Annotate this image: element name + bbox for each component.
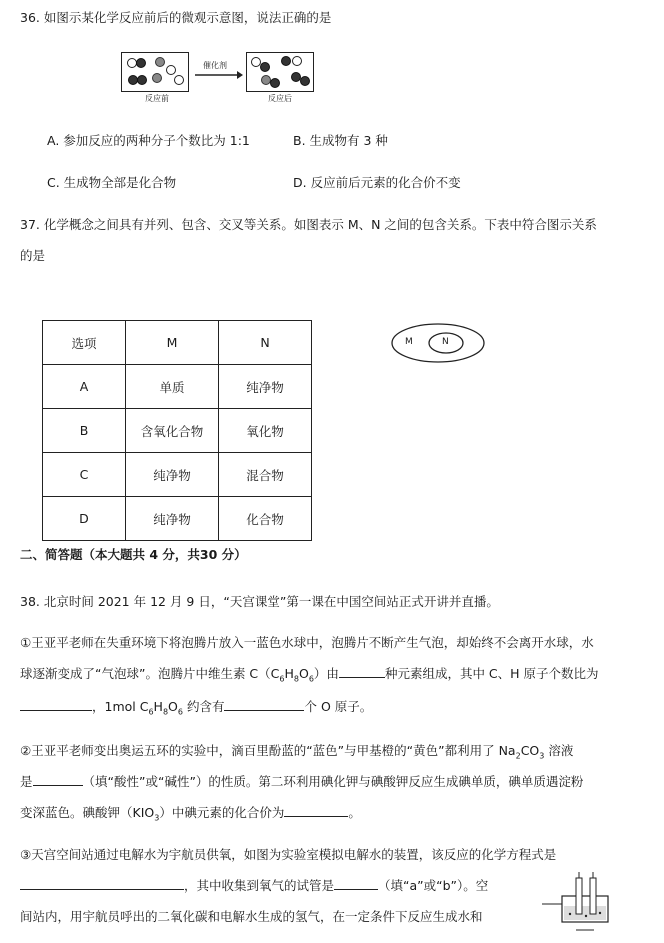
white-atom-icon [166,65,176,75]
text-run: 个 O 原子。 [304,699,373,714]
text-run: H [284,666,294,681]
table-row [43,365,312,409]
diagram-label-n: N [442,337,449,347]
gray-atom-icon [155,57,165,67]
table-cell: 氧化物 [219,409,312,453]
q38-p2-line3 [20,803,361,823]
q38-p2-line2 [20,772,583,790]
subscript: 6 [279,674,285,684]
answer-blank[interactable] [334,877,378,890]
q38-stem: 38. 北京时间 2021 年 12 月 9 日，“天宫课堂”第一课在中国空间站正式开讲并直播。 [20,594,499,609]
table-cell: 含氧化合物 [126,409,219,453]
white-atom-icon [292,56,302,66]
q36-option-a: A. 参加反应的两种分子个数比为 1:1 [47,133,250,148]
q36-option-b: B. 生成物有 3 种 [293,133,388,148]
text-run: ）由 [313,666,339,681]
table-row [43,409,312,453]
before-box [121,52,189,92]
electrolysis-apparatus-icon [540,870,620,938]
answer-blank[interactable] [339,665,385,678]
q38-p1-line3 [20,697,372,717]
text-run: O [298,666,309,681]
text-run: O [168,699,178,714]
black-atom-icon [137,75,147,85]
text-run: ，其中收集到氧气的试管是 [184,878,335,893]
subscript: 8 [162,707,169,717]
q37-stem-line2: 的是 [20,248,46,263]
answer-blank[interactable] [224,698,304,711]
table-cell: B [43,409,126,453]
text-run: ②王亚平老师变出奥运五环的实验中，滴百里酚蓝的“蓝色”与甲基橙的“黄色”都利用了 Na [20,743,516,758]
black-atom-icon [281,56,291,66]
table-cell: 纯净物 [126,497,219,541]
black-atom-icon [270,78,280,88]
subscript: 3 [539,751,545,761]
table-cell: 化合物 [219,497,312,541]
table-row [43,453,312,497]
table-header-cell: M [126,321,219,365]
subscript: 8 [293,674,299,684]
subscript: 3 [154,813,160,823]
table-cell: 纯净物 [219,365,312,409]
subscript: 6 [148,707,154,717]
q36-option-c: C. 生成物全部是化合物 [47,175,177,190]
subscript: 6 [177,707,183,717]
text-run: 。 [348,805,361,820]
q36-option-d: D. 反应前后元素的化合价不变 [293,175,461,190]
table-cell: A [43,365,126,409]
diagram-label-m: M [405,337,413,347]
table-cell: 单质 [126,365,219,409]
text-run: 变深蓝色。碘酸钾（KIO [20,805,155,820]
table-row [43,497,312,541]
text-run: CO [520,743,540,758]
text-run: （填“酸性”或“碱性”）的性质。第二环利用碘化钾与碘酸钾反应生成碘单质，碘单质遇淀粉 [82,774,584,789]
black-atom-icon [300,76,310,86]
q38-p1-line2 [20,664,599,684]
text-run: 种元素组成，其中 C、H 原子个数比为 [384,666,599,681]
text-run: 球逐渐变成了“气泡球”。泡腾片中维生素 C（C [20,666,280,681]
answer-blank[interactable] [284,804,348,817]
subscript: 2 [515,751,521,761]
q37-stem-line1: 37. 化学概念之间具有并列、包含、交叉等关系。如图表示 M、N 之间的包含关系。下表中符合图示关系 [20,217,597,232]
before-label: 反应前 [145,94,169,103]
text-run: ，1mol C [92,699,149,714]
answer-blank[interactable] [33,773,83,786]
q38-p3-line2 [20,876,488,894]
table-header-cell: N [219,321,312,365]
text-run: 约含有 [182,699,225,714]
subscript: 6 [308,674,314,684]
text-run: 溶液 [544,743,574,758]
table-cell: D [43,497,126,541]
catalyst-label: 催化剂 [203,61,227,70]
answer-blank[interactable] [20,698,92,711]
q38-p3-line3: 间站内，用宇航员呼出的二氧化碳和电解水生成的氢气，在一定条件下反应生成水和 [20,909,483,924]
text-run: （填“a”或“b”）。空 [378,878,489,893]
after-label: 反应后 [268,94,292,103]
black-atom-icon [260,62,270,72]
text-run: H [153,699,163,714]
section-title: 二、简答题（本大题共 4 分，共30 分） [20,547,247,562]
q36-stem: 36. 如图示某化学反应前后的微观示意图，说法正确的是 [20,10,332,25]
table-header-row [43,321,312,365]
gray-atom-icon [152,73,162,83]
text-run: ）中碘元素的化合价为 [159,805,285,820]
table-header-cell: 选项 [43,321,126,365]
reaction-arrow-icon [193,70,243,80]
table-cell: 纯净物 [126,453,219,497]
table-cell: 混合物 [219,453,312,497]
after-box [246,52,314,92]
q37-answer-table [42,320,312,541]
white-atom-icon [174,75,184,85]
q38-p2-line1 [20,741,573,761]
q38-p1-line1: ①王亚平老师在失重环境下将泡腾片放入一蓝色水球中，泡腾片不断产生气泡，却始终不会离开水球，水 [20,635,594,650]
q38-p3-line1: ③天宫空间站通过电解水为宇航员供氧，如图为实验室模拟电解水的装置，该反应的化学方程式是 [20,847,557,862]
text-run: 是 [20,774,33,789]
black-atom-icon [136,58,146,68]
table-cell: C [43,453,126,497]
answer-blank[interactable] [20,877,184,890]
